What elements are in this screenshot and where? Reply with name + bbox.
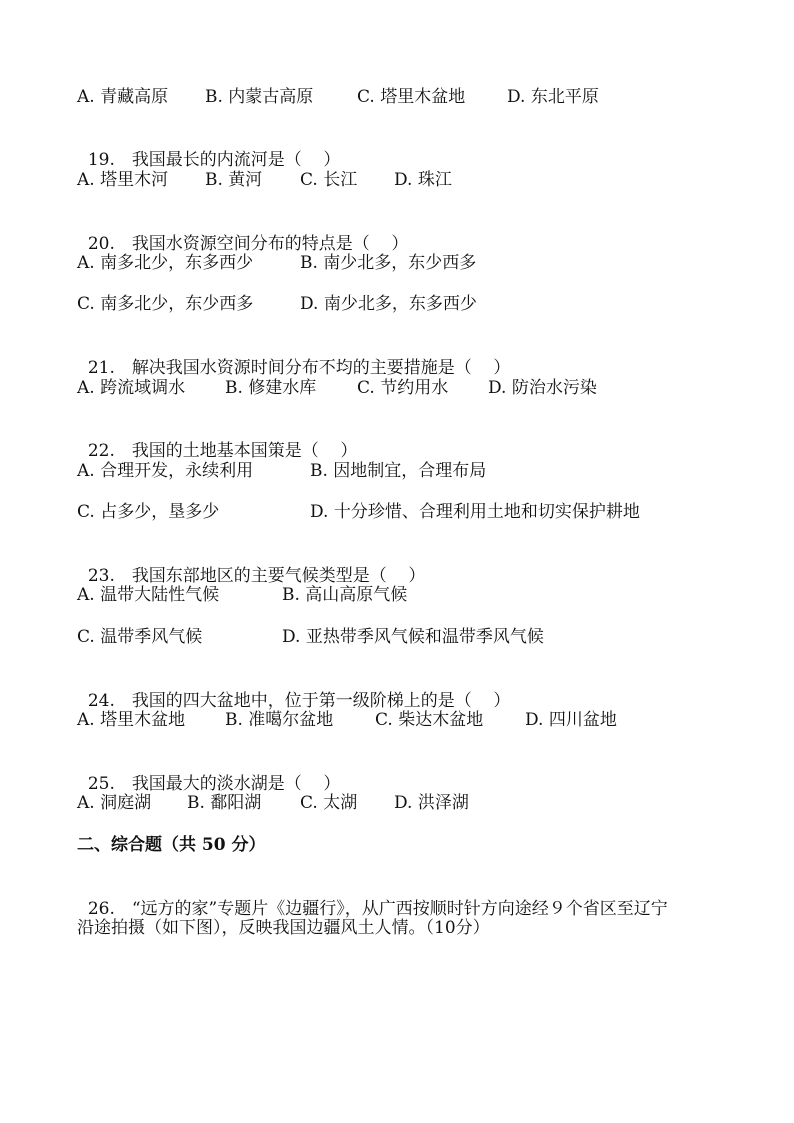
question-26-continuation: 沿途拍摄（如下图），反映我国边疆风土人情。（10分） xyxy=(77,918,490,938)
q20-option-a: A. 南多北少，东多西少 xyxy=(77,253,254,273)
q19-option-d: D. 珠江 xyxy=(394,170,452,190)
question-text: 解决我国水资源时间分布不均的主要措施是（ ） xyxy=(131,358,511,378)
q18-option-c: C. 塔里木盆地 xyxy=(357,87,466,107)
q24-option-a: A. 塔里木盆地 xyxy=(77,710,186,730)
q21-option-b: B. 修建水库 xyxy=(225,378,317,398)
question-number: 21. xyxy=(87,358,115,378)
question-number: 26. xyxy=(87,899,115,919)
q25-option-b: B. 鄱阳湖 xyxy=(187,793,262,813)
question-number: 25. xyxy=(87,774,115,794)
question-26-stem xyxy=(77,876,668,919)
q23-option-d: D. 亚热带季风气候和温带季风气候 xyxy=(282,627,544,647)
q24-option-c: C. 柴达木盆地 xyxy=(375,710,484,730)
q22-option-a: A. 合理开发，永续利用 xyxy=(77,461,254,481)
question-text: 我国最长的内流河是（ ） xyxy=(131,150,341,170)
q19-option-a: A. 塔里木河 xyxy=(77,170,169,190)
question-21-stem xyxy=(77,335,511,378)
q25-option-d: D. 洪泽湖 xyxy=(394,793,469,813)
q25-option-a: A. 洞庭湖 xyxy=(77,793,152,813)
q24-option-d: D. 四川盆地 xyxy=(525,710,617,730)
question-text: 我国东部地区的主要气候类型是（ ） xyxy=(131,566,426,586)
question-20-stem xyxy=(77,211,409,254)
question-25-stem xyxy=(77,751,341,794)
q19-option-b: B. 黄河 xyxy=(205,170,263,190)
question-number: 22. xyxy=(87,441,115,461)
q18-option-d: D. 东北平原 xyxy=(507,87,599,107)
q20-option-c: C. 南多北少，东少西多 xyxy=(77,294,254,314)
question-22-stem xyxy=(77,418,358,461)
q23-option-b: B. 高山高原气候 xyxy=(282,585,408,605)
question-19-stem xyxy=(77,127,341,170)
question-number: 20. xyxy=(87,234,115,254)
q18-option-a: A. 青藏高原 xyxy=(77,87,169,107)
q23-option-c: C. 温带季风气候 xyxy=(77,627,203,647)
q21-option-c: C. 节约用水 xyxy=(357,378,449,398)
q24-option-b: B. 准噶尔盆地 xyxy=(225,710,334,730)
question-24-stem xyxy=(77,668,511,711)
q20-option-b: B. 南少北多，东少西多 xyxy=(300,253,477,273)
question-text: 我国的土地基本国策是（ ） xyxy=(131,441,358,461)
question-number: 19. xyxy=(87,150,115,170)
q22-option-c: C. 占多少，垦多少 xyxy=(77,502,220,522)
question-number: 23. xyxy=(87,566,115,586)
section-heading: 二、综合题（共 50 分） xyxy=(77,835,266,855)
q19-option-c: C. 长江 xyxy=(300,170,358,190)
q22-option-b: B. 因地制宜，合理布局 xyxy=(310,461,487,481)
q20-option-d: D. 南少北多，东多西少 xyxy=(300,294,477,314)
q23-option-a: A. 温带大陆性气候 xyxy=(77,585,220,605)
question-number: 24. xyxy=(87,691,115,711)
question-text: 我国的四大盆地中，位于第一级阶梯上的是（ ） xyxy=(131,691,511,711)
q25-option-c: C. 太湖 xyxy=(300,793,358,813)
q21-option-a: A. 跨流域调水 xyxy=(77,378,186,398)
q22-option-d: D. 十分珍惜、合理利用土地和切实保护耕地 xyxy=(310,502,640,522)
q21-option-d: D. 防治水污染 xyxy=(488,378,597,398)
question-text: 我国水资源空间分布的特点是（ ） xyxy=(131,234,409,254)
q18-option-b: B. 内蒙古高原 xyxy=(205,87,314,107)
question-text: 我国最大的淡水湖是（ ） xyxy=(131,774,341,794)
question-text: “远方的家”专题片《边疆行》，从广西按顺时针方向途经９个省区至辽宁 xyxy=(131,899,668,919)
question-23-stem xyxy=(77,543,426,586)
